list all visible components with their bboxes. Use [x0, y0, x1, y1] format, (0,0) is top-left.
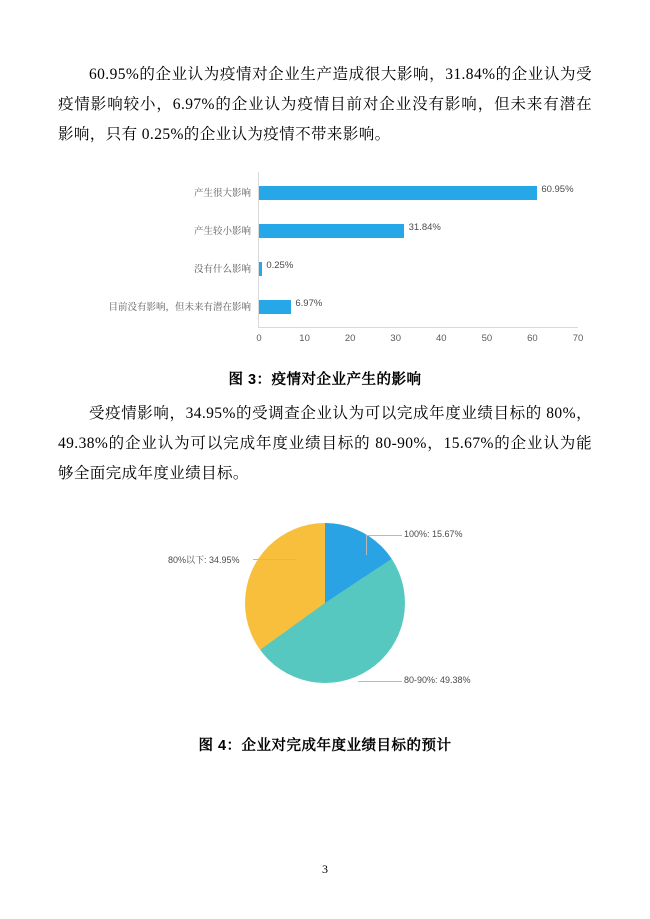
- figure4-pie-chart: [58, 501, 592, 716]
- x-axis-tick: 70: [572, 333, 584, 344]
- pie-label-80-below: 80%以下: 34.95%: [168, 555, 240, 565]
- bar-row: [193, 184, 578, 200]
- x-axis-tick: 40: [435, 333, 447, 344]
- pie-label-100: 100%: 15.67%: [404, 529, 463, 539]
- bar-value-label: 60.95%: [541, 184, 574, 195]
- x-axis-tick: 60: [527, 333, 538, 344]
- bar-value-label: 0.25%: [266, 260, 294, 271]
- x-axis-tick: 20: [344, 333, 356, 344]
- pie-label-80-90: 80-90%: 49.38%: [404, 675, 471, 685]
- pie-slices: [245, 523, 405, 683]
- paragraph-1: 60.95%的企业认为疫情对企业生产造成很大影响，31.84%的企业认为受疫情影响较小，6.97%的企业认为疫情目前对企业没有影响，但未来有潜在影响，只有 0.25%的企业认为疫情不带来影响。: [58, 66, 592, 143]
- bar-row: [193, 260, 578, 276]
- pie-leader-line: [366, 535, 367, 555]
- bar-category-label: 没有什么影响: [193, 264, 251, 275]
- page-number: 3: [322, 862, 328, 876]
- pie-leader-line: [366, 535, 402, 536]
- bar-row: [193, 222, 578, 238]
- bar-rect: [259, 186, 537, 200]
- x-axis-tick: 30: [390, 333, 402, 344]
- bar-row: [108, 298, 578, 314]
- bar-rect: [259, 262, 262, 276]
- bar-plot-area: [108, 172, 584, 344]
- x-axis-tick: 10: [299, 333, 310, 344]
- figure3-caption: 图 3：疫情对企业产生的影响: [228, 372, 422, 388]
- figure4-caption: 图 4：企业对完成年度业绩目标的预计: [198, 738, 452, 754]
- bar-category-label: 目前没有影响，但未来有潜在影响: [108, 302, 251, 313]
- bar-value-label: 31.84%: [408, 222, 441, 233]
- paragraph-2: 受疫情影响，34.95%的受调查企业认为可以完成年度业绩目标的 80%，49.38%的企业认为可以完成年度业绩目标的 80-90%，15.67%的企业认为能够全面完成年度业绩目标。: [58, 405, 592, 482]
- pie-leader-line: [253, 559, 297, 560]
- bar-category-label: 产生较小影响: [193, 226, 251, 237]
- pie-leader-line: [358, 681, 402, 682]
- bar-category-label: 产生很大影响: [193, 188, 251, 199]
- x-axis-tick: 50: [481, 333, 493, 344]
- bar-rect: [259, 300, 291, 314]
- x-axis-tick: 0: [256, 333, 262, 344]
- figure3-bar-chart: [58, 164, 592, 362]
- bar-value-label: 6.97%: [295, 298, 323, 309]
- bar-rect: [259, 224, 404, 238]
